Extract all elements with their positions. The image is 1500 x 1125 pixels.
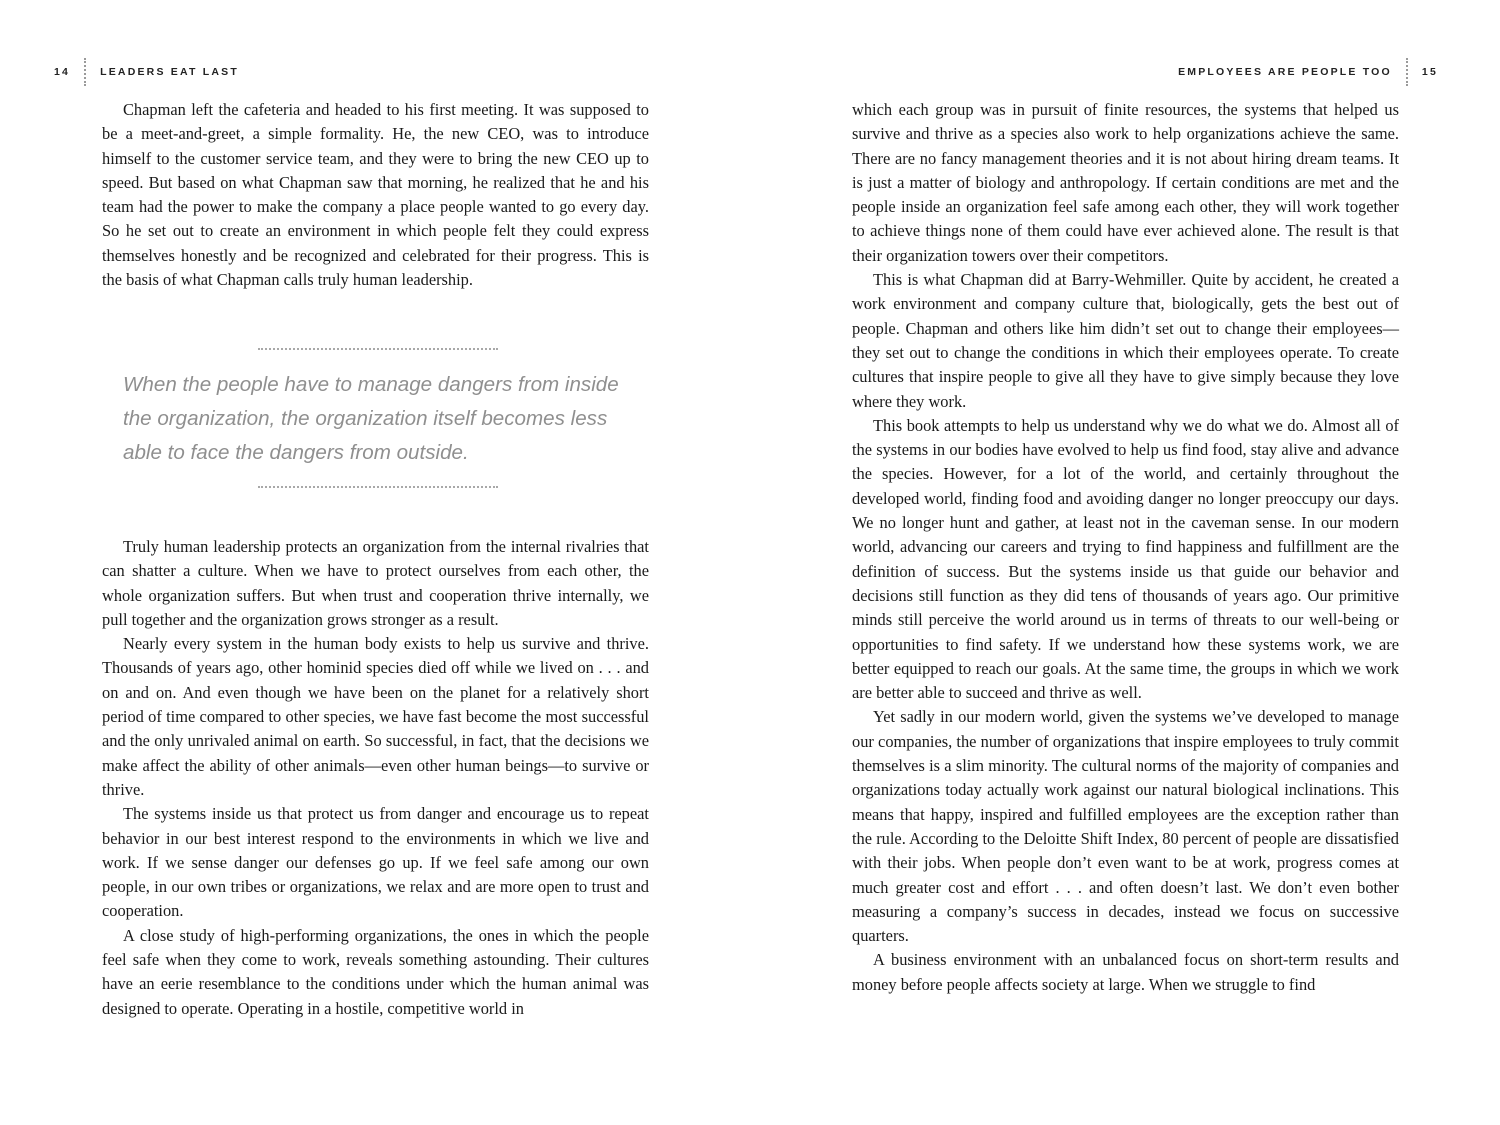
running-head-left bbox=[54, 58, 239, 86]
left-body-top bbox=[102, 98, 649, 292]
paragraph: A business environment with an unbalanced focus on short-term results and money before people affects society at large. When we struggle to find bbox=[852, 950, 1399, 994]
dotted-rule-top bbox=[258, 348, 498, 350]
paragraph: This is what Chapman did at Barry-Wehmiller. Quite by accident, he created a work environment and company culture that, biologically, gets the best out of people. Chapman and others like him didn’t set out to change their employees—they set out to change the conditions in which their employees operate. To create cultures that inspire people to give all they have to give simply because they love where they work. bbox=[852, 270, 1399, 411]
page-number-right: 15 bbox=[1421, 66, 1438, 78]
paragraph: The systems inside us that protect us from danger and encourage us to repeat behavior in our best interest respond to the environments in which we live and work. If we sense danger our defenses go up. If we feel safe among our own people, in our own tribes or organizations, we relax and are more open to trust and cooperation. bbox=[102, 804, 649, 921]
right-body bbox=[852, 98, 1399, 997]
dotted-rule-bottom bbox=[258, 486, 498, 488]
paragraph: Yet sadly in our modern world, given the systems we’ve developed to manage our companies, the number of organizations that inspire employees to truly commit themselves is a slim minority. The cultural norms of the majority of companies and organizations today actually work against our natural biological inclinations. This means that happy, inspired and fulfilled employees are the exception rather than the rule. According to the Deloitte Shift Index, 80 percent of people are dissatisfied with their jobs. When people don’t even want to be at work, progress comes at much greater cost and effort . . . and often doesn’t last. We don’t even bother measuring a company’s success in decades, instead we focus on successive quarters. bbox=[852, 707, 1399, 946]
page-number-left: 14 bbox=[54, 66, 71, 78]
chapter-title-header: EMPLOYEES ARE PEOPLE TOO bbox=[1178, 66, 1392, 78]
paragraph: Chapman left the cafeteria and headed to his first meeting. It was supposed to be a meet-and-greet, a simple formality. He, the new CEO, was to introduce himself to the customer service team, and they were to bring the new CEO up to speed. But based on what Chapman saw that morning, he realized that he and his team had the power to make the company a place people wanted to go every day. So he set out to create an environment in which people felt they could express themselves honestly and be recognized and celebrated for their progress. This is the basis of what Chapman calls truly human leadership. bbox=[102, 100, 649, 290]
paragraph: This book attempts to help us understand why we do what we do. Almost all of the systems in our bodies have evolved to help us find food, stay alive and advance the species. However, for a lot of the world, and certainly throughout the developed world, finding food and avoiding danger no longer preoccupy our days. We no longer hunt and gather, at least not in the caveman sense. In our modern world, advancing our careers and trying to find happiness and fulfillment are the definition of success. But the systems inside us that guide our behavior and decisions still function as they did tens of thousands of years ago. Our primitive minds still perceive the world around us in terms of threats to our well-being or opportunities to find safety. If we understand how these systems work, we are better equipped to reach our goals. At the same time, the groups in which we work are better able to succeed and thrive as well. bbox=[852, 415, 1399, 703]
dotted-separator bbox=[84, 58, 86, 86]
left-body-bottom bbox=[102, 535, 649, 1021]
dotted-separator bbox=[1406, 58, 1408, 86]
book-title-header: LEADERS EAT LAST bbox=[100, 66, 239, 78]
running-head-right bbox=[1178, 58, 1438, 86]
paragraph: A close study of high-performing organizations, the ones in which the people feel safe when they come to work, reveals something astounding. Their cultures have an eerie resemblance to the conditions under which the human animal was designed to operate. Operating in a hostile, competitive world in bbox=[102, 925, 649, 1018]
paragraph: which each group was in pursuit of finite resources, the systems that helped us survive and thrive as a species also work to help organizations achieve the same. There are no fancy management theories and it is not about hiring dream teams. It is just a matter of biology and anthropology. If certain conditions are met and the people inside an organization feel safe among each other, they will work together to achieve things none of them could have ever achieved alone. The result is that their organization towers over their competitors. bbox=[852, 100, 1399, 265]
paragraph: Nearly every system in the human body exists to help us survive and thrive. Thousands of years ago, other hominid species died off while we lived on . . . and on and on. And even though we have been on the planet for a relatively short period of time compared to other species, we have fast become the most successful and the only unrivaled animal on earth. So successful, in fact, that the decisions we make affect the ability of other animals—even other human beings—to survive or thrive. bbox=[102, 634, 649, 799]
pull-quote bbox=[102, 348, 649, 488]
paragraph: Truly human leadership protects an organization from the internal rivalries that can shatter a culture. When we have to protect ourselves from each other, the whole organization suffers. But when trust and cooperation thrive internally, we pull together and the organization grows stronger as a result. bbox=[102, 537, 649, 629]
pull-quote-text: When the people have to manage dangers from inside the organization, the organization itself becomes less able to face the dangers from outside. bbox=[123, 373, 619, 464]
right-page bbox=[750, 0, 1500, 1125]
